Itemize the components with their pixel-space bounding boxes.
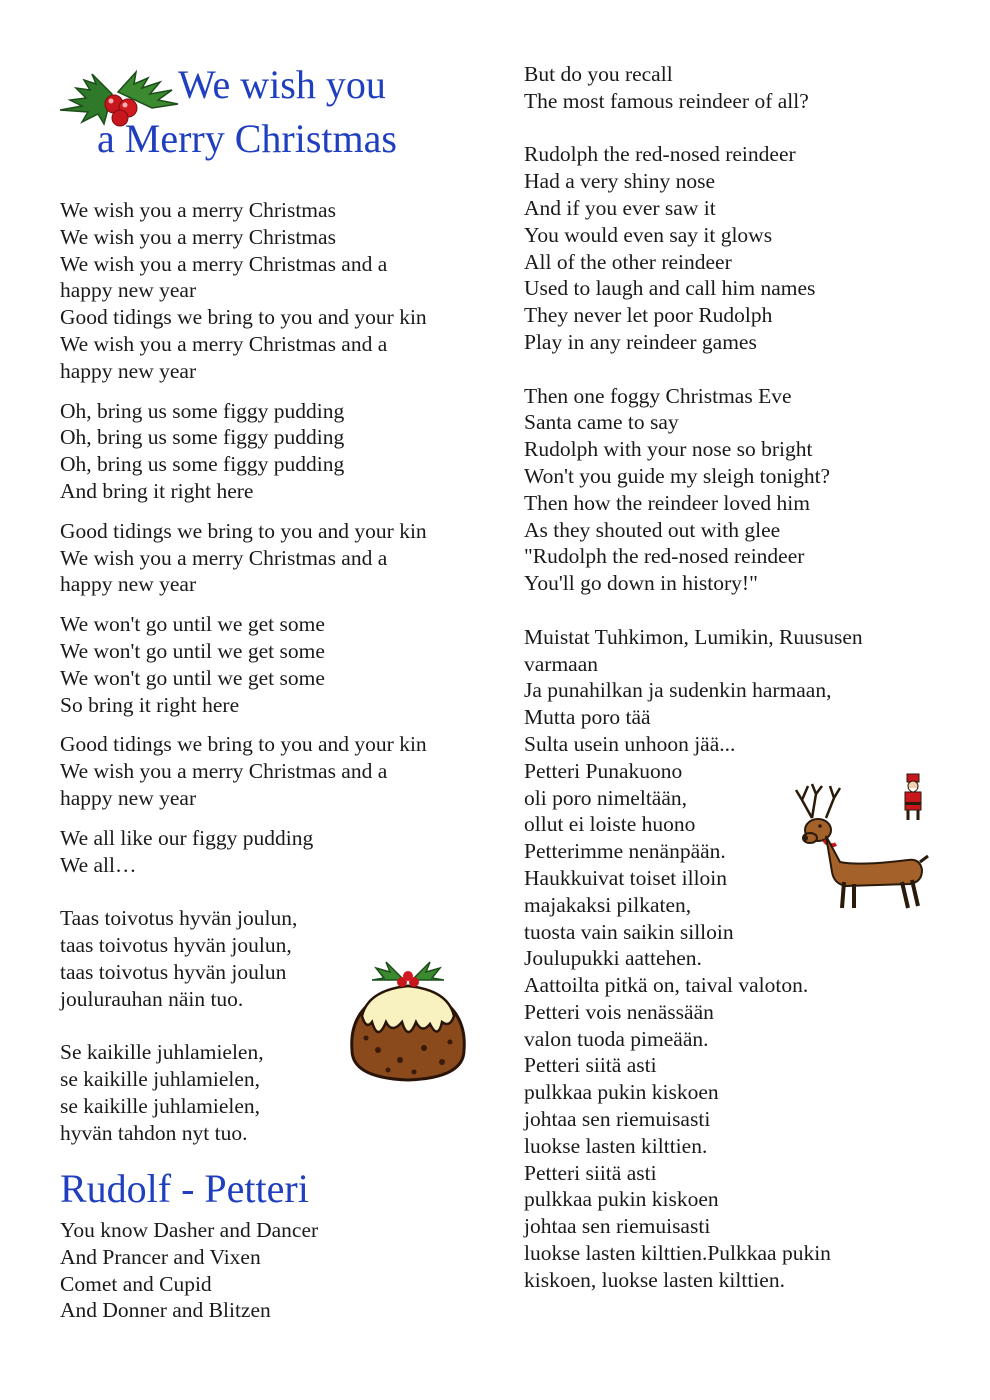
lyric-line: We wish you a merry Christmas xyxy=(60,198,336,222)
lyric-line: luokse lasten kilttien. xyxy=(524,1133,708,1158)
lyric-line: Oh, bring us some figgy pudding xyxy=(60,425,345,450)
lyric-line: We wish you a merry Christmas and a xyxy=(60,251,388,276)
song-title-line-1: We wish you xyxy=(178,62,386,107)
lyric-line: Oh, bring us some figgy pudding xyxy=(60,398,345,423)
lyric-line: And if you ever saw it xyxy=(524,195,716,220)
stanza-fi xyxy=(524,624,964,1294)
stanza xyxy=(60,197,480,385)
santa-icon xyxy=(898,772,928,824)
stanza xyxy=(60,825,480,879)
lyric-line: Then how the reindeer loved him xyxy=(524,490,810,515)
lyric-line: Oh, bring us some figgy pudding xyxy=(60,452,345,477)
song-title-rudolf: Rudolf - Petteri xyxy=(60,1166,309,1211)
lyric-line: Joulupukki aattehen. xyxy=(524,946,702,971)
lyric-line: Muistat Tuhkimon, Lumikin, Ruususen xyxy=(524,624,863,649)
lyric-line: luokse lasten kilttien.Pulkkaa pukin xyxy=(524,1241,831,1266)
lyric-line: Good tidings we bring to you and your kin xyxy=(60,732,427,757)
lyric-line: We all… xyxy=(60,852,137,877)
lyric-line: johtaa sen riemuisasti xyxy=(524,1107,711,1132)
lyric-line: And Prancer and Vixen xyxy=(60,1244,261,1269)
lyric-line: Ja punahilkan ja sudenkin harmaan, xyxy=(524,678,832,703)
lyric-line: Petteri vois nenässään xyxy=(524,999,714,1024)
stanza xyxy=(524,61,964,115)
lyric-line: johtaa sen riemuisasti xyxy=(524,1214,711,1239)
lyric-line: Haukkuivat toiset illoin xyxy=(524,865,728,890)
lyric-line: We wish you a merry Christmas xyxy=(60,224,336,249)
stanza xyxy=(60,611,480,718)
lyric-line: We wish you a merry Christmas and a xyxy=(60,759,388,784)
lyric-line: Aattoilta pitkä on, taival valoton. xyxy=(524,973,809,998)
lyric-line: And Donner and Blitzen xyxy=(60,1298,271,1323)
lyric-line: ollut ei loiste huono xyxy=(524,812,696,837)
lyric-line: Won't you guide my sleigh tonight? xyxy=(524,463,831,488)
christmas-pudding-icon xyxy=(338,950,478,1088)
song-title-line-2: a Merry Christmas xyxy=(97,116,397,161)
stanza xyxy=(60,731,480,811)
lyric-line: The most famous reindeer of all? xyxy=(524,88,809,113)
lyric-line: Comet and Cupid xyxy=(60,1271,212,1296)
lyric-line: Mutta poro tää xyxy=(524,705,651,730)
lyric-line: Used to laugh and call him names xyxy=(524,276,816,301)
lyric-line: se kaikille juhlamielen, xyxy=(60,1066,261,1091)
lyric-line: oli poro nimeltään, xyxy=(524,785,688,810)
lyric-line: We wish you a merry Christmas and a xyxy=(60,545,388,570)
lyric-line: Petterimme nenänpään. xyxy=(524,839,726,864)
lyric-line: Santa came to say xyxy=(524,410,679,435)
lyric-line: hyvän tahdon nyt tuo. xyxy=(60,1120,248,1145)
lyric-line: kiskoen, luokse lasten kilttien. xyxy=(524,1267,785,1292)
lyric-line: Play in any reindeer games xyxy=(524,329,757,354)
lyric-line: happy new year xyxy=(60,278,197,303)
lyric-line: Then one foggy Christmas Eve xyxy=(524,383,792,408)
lyric-line: Good tidings we bring to you and your kin xyxy=(60,518,427,543)
lyric-line: We won't go until we get some xyxy=(60,638,325,663)
lyric-line: taas toivotus hyvän joulun, xyxy=(60,932,292,957)
lyric-line: Petteri siitä asti xyxy=(524,1053,657,1078)
lyric-line: Had a very shiny nose xyxy=(524,169,716,194)
stanza xyxy=(60,398,480,505)
right-column xyxy=(524,61,964,1294)
lyric-line: pulkkaa pukin kiskoen xyxy=(524,1080,719,1105)
lyric-line: Sulta usein unhoon jää... xyxy=(524,731,736,756)
lyric-line: Taas toivotus hyvän joulun, xyxy=(60,906,298,931)
stanza xyxy=(60,518,480,598)
lyric-line: "Rudolph the red-nosed reindeer xyxy=(524,544,805,569)
lyric-line: majakaksi pilkaten, xyxy=(524,892,692,917)
lyric-line: varmaan xyxy=(524,651,599,676)
lyric-line: As they shouted out with glee xyxy=(524,517,781,542)
lyric-line: You'll go down in history!" xyxy=(524,571,758,596)
lyric-line: And bring it right here xyxy=(60,478,254,503)
lyric-line: You know Dasher and Dancer xyxy=(60,1218,319,1242)
lyric-line: We won't go until we get some xyxy=(60,665,325,690)
lyric-line: We all like our figgy pudding xyxy=(60,825,314,850)
lyric-line: tuosta vain saikin silloin xyxy=(524,919,734,944)
lyric-line: Petteri siitä asti xyxy=(524,1160,657,1185)
lyric-line: We won't go until we get some xyxy=(60,612,325,637)
lyric-line: All of the other reindeer xyxy=(524,249,732,274)
lyric-line: happy new year xyxy=(60,785,197,810)
lyric-line: taas toivotus hyvän joulun xyxy=(60,959,287,984)
lyric-line: joulurauhan näin tuo. xyxy=(60,986,244,1011)
lyric-line: They never let poor Rudolph xyxy=(524,303,773,328)
lyric-line: happy new year xyxy=(60,572,197,597)
lyric-line: happy new year xyxy=(60,358,197,383)
lyric-line: Se kaikille juhlamielen, xyxy=(60,1040,264,1065)
lyric-line: Rudolph the red-nosed reindeer xyxy=(524,142,796,167)
rudolf-stanza-left xyxy=(60,1217,318,1324)
lyric-line: But do you recall xyxy=(524,62,673,86)
lyric-line: Good tidings we bring to you and your kin xyxy=(60,305,427,330)
lyric-line: se kaikille juhlamielen, xyxy=(60,1093,261,1118)
lyric-line: Rudolph with your nose so bright xyxy=(524,437,813,462)
lyric-line: Petteri Punakuono xyxy=(524,758,683,783)
lyric-line: So bring it right here xyxy=(60,692,240,717)
stanza xyxy=(60,1217,318,1324)
lyric-line: You would even say it glows xyxy=(524,222,773,247)
lyric-line: pulkkaa pukin kiskoen xyxy=(524,1187,719,1212)
stanza xyxy=(524,383,964,597)
lyric-line: valon tuoda pimeään. xyxy=(524,1026,709,1051)
stanza xyxy=(524,141,964,355)
lyric-line: We wish you a merry Christmas and a xyxy=(60,331,388,356)
